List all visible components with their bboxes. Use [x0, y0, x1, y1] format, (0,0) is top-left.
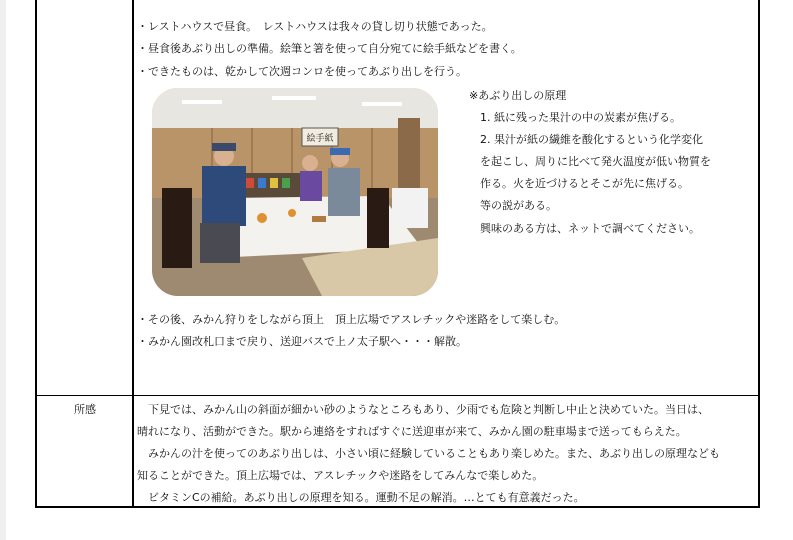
impressions-line-2: 晴れになり、活動ができた。駅から連絡をすればすぐに送迎車が来て、みかん園の駐車場まで送ってもらえた。	[137, 425, 687, 438]
activity-line-5: ・みかん園改札口まで戻り、送迎バスで上ノ太子駅へ・・・解散。	[137, 335, 467, 348]
note-item-1: 1. 紙に残った果汁の中の炭素が焦げる。	[480, 111, 681, 124]
note-item-2a: 2. 果汁が紙の繊維を酸化するという化学変化	[480, 133, 703, 146]
row-divider	[37, 395, 758, 396]
impressions-line-4: 知ることができた。頂上広場では、アスレチックや迷路をしてみんなで楽しめた。	[137, 469, 544, 482]
impressions-line-5: ビタミンCの補給。あぶり出しの原理を知る。運動不足の解消。…とても有意義だった。	[137, 491, 585, 504]
impressions-label: 所感	[74, 403, 96, 416]
activity-line-1: ・レストハウスで昼食。 レストハウスは我々の貸し切り状態であった。	[137, 20, 493, 33]
note-item-3: 等の説がある。	[480, 199, 557, 212]
page-edge	[0, 0, 6, 540]
note-item-4: 興味のある方は、ネットで調べてください。	[480, 222, 700, 235]
note-title: ※あぶり出しの原理	[469, 89, 567, 102]
impressions-line-3: みかんの汁を使ってのあぶり出しは、小さい頃に経験していることもあり楽しめた。また、あぶり出しの原理なども	[137, 447, 720, 460]
column-divider	[132, 0, 134, 506]
activity-line-2: ・昼食後あぶり出しの準備。絵筆と箸を使って自分宛てに絵手紙などを書く。	[137, 42, 522, 55]
activity-line-4: ・その後、みかん狩りをしながら頂上 頂上広場でアスレチックや迷路をして楽しむ。	[137, 313, 566, 326]
activity-line-3: ・できたものは、乾かして次週コンロを使ってあぶり出しを行う。	[137, 65, 467, 78]
photo-sign-text: 絵手紙	[306, 134, 334, 144]
lunch-photo	[152, 88, 438, 296]
note-item-2c: 作る。火を近づけるとそこが先に焦げる。	[480, 177, 689, 190]
impressions-line-1: 下見では、みかん山の斜面が細かい砂のようなところもあり、少雨でも危険と判断し中止と決めていた。当日は、	[137, 403, 709, 416]
note-item-2b: を起こし、周りに比べて発火温度が低い物質を	[480, 155, 711, 168]
